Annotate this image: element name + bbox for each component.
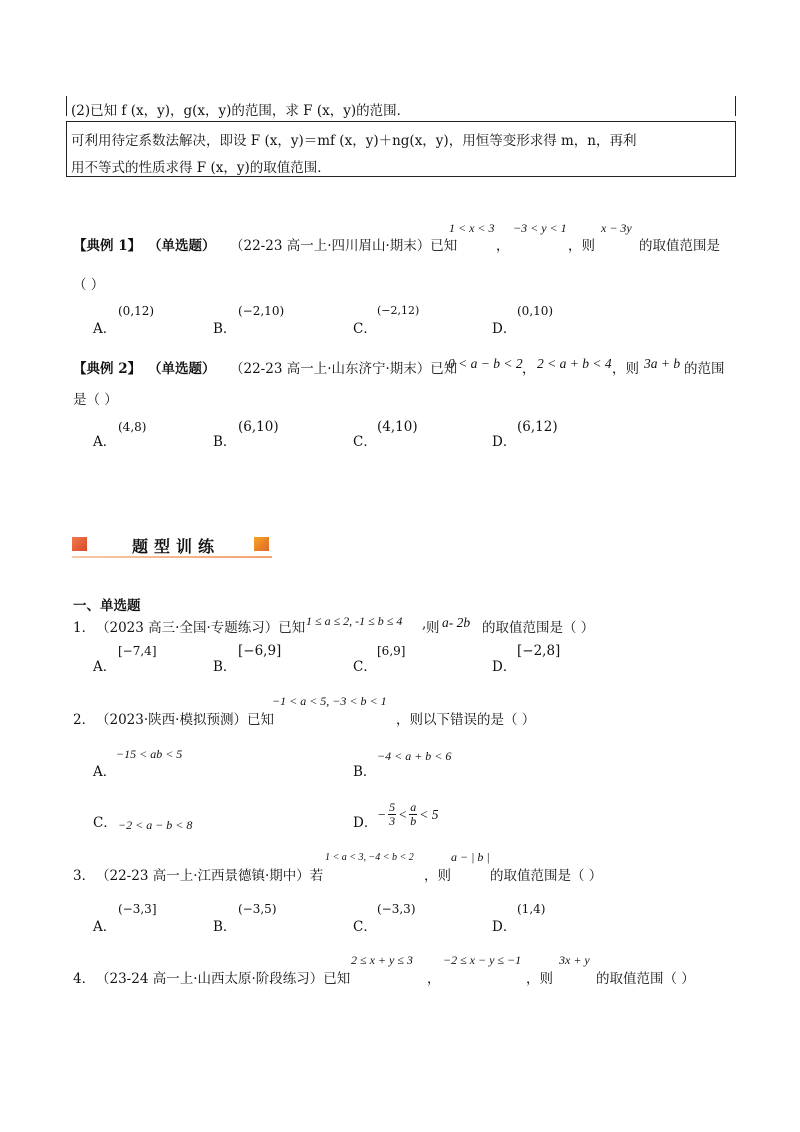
example-2-condition-1: 0 < a − b < 2 — [448, 356, 523, 371]
fraction-a-over-b — [409, 801, 417, 828]
question-1-option-c-label: C． — [353, 659, 377, 675]
question-1-option-b-label: B． — [213, 659, 237, 675]
question-3-option-a-label: A． — [93, 919, 117, 935]
example-1-expression: x − 3y — [601, 221, 632, 235]
question-2-option-c-value: −2 < a − b < 8 — [118, 818, 193, 832]
example-1-condition-y: −3 < y < 1 — [513, 221, 567, 235]
method-line-3: 用不等式的性质求得 F (x，y)的取值范围． — [71, 160, 331, 176]
example-1-source: （22-23 高一上·四川眉山·期末）已知 — [230, 238, 458, 254]
example-2-option-d-label: D． — [492, 434, 517, 450]
example-2-option-a-value: (4,8) — [118, 420, 147, 434]
question-4-condition-1: 2 ≤ x + y ≤ 3 — [351, 953, 413, 967]
method-line-1: (2)已知 f (x，y)，g(x，y)的范围，求 F (x，y)的范围． — [71, 103, 411, 119]
example-2-tag: 【典例 2】 — [73, 361, 142, 377]
example-2-option-d-value: (6,12) — [517, 419, 558, 435]
question-3-option-d-label: D． — [492, 919, 517, 935]
example-1-then: ，则 — [568, 238, 595, 254]
question-1-expression: a- 2b — [442, 615, 471, 630]
banner-right-square-icon — [254, 537, 269, 551]
option-d-minus: − — [377, 806, 387, 822]
example-2-option-a-label: A． — [93, 434, 117, 450]
example-1-comma: ， — [496, 238, 510, 254]
example-1-option-d-value: (0,10) — [517, 304, 554, 318]
question-3-source: （22-23 高一上·江西景德镇·期中）若 — [96, 868, 324, 884]
example-1-option-a-label: A． — [93, 321, 117, 337]
question-1-option-d-value: [−2,8] — [517, 643, 561, 659]
example-2-option-c-label: C． — [353, 434, 377, 450]
question-1-then: 则 — [426, 620, 440, 636]
fraction-five-thirds — [388, 801, 396, 828]
question-1-option-d-label: D． — [492, 659, 517, 675]
question-4-then: ，则 — [526, 971, 553, 987]
example-1-answer-paren: （ ） — [73, 277, 105, 293]
example-1-option-b-label: B． — [213, 321, 237, 337]
question-2-option-d-label: D． — [353, 815, 378, 831]
fraction-five-thirds-numerator: 5 — [389, 800, 396, 814]
option-d-less-than: < — [398, 806, 408, 822]
question-2-number: 2． — [73, 712, 96, 728]
question-3-number: 3． — [73, 868, 96, 884]
question-1-option-b-value: [−6,9] — [238, 643, 282, 659]
question-3-option-c-label: C． — [353, 919, 377, 935]
fraction-a-over-b-denominator: b — [410, 814, 417, 828]
question-1-comma: , — [422, 616, 427, 632]
method-line-2: 可利用待定系数法解决，即设 F (x，y)＝mf (x，y)＋ng(x，y)，用恒等变形求得 m，n，再利 — [71, 133, 637, 149]
box-bottom-border — [66, 176, 736, 177]
section-heading: 一、单选题 — [73, 598, 141, 614]
question-4-ask: 的取值范围（ ） — [596, 971, 695, 987]
question-2-source: （2023·陕西·模拟预测）已知 — [96, 712, 274, 728]
question-4-expression: 3x + y — [559, 953, 590, 967]
question-3-option-b-value: (−3,5) — [238, 902, 277, 916]
question-2-condition: −1 < a < 5, −3 < b < 1 — [272, 694, 387, 708]
box-right-top-border — [735, 96, 736, 116]
box-left-top-border — [66, 96, 67, 116]
example-2-option-c-value: (4,10) — [377, 419, 418, 435]
question-1-ask: 的取值范围是（ ） — [482, 620, 595, 636]
question-4-number: 4． — [73, 971, 96, 987]
question-1-option-c-value: [6,9] — [377, 644, 406, 658]
example-2-expression: 3a + b — [644, 356, 681, 371]
question-1-option-a-value: [−7,4] — [118, 644, 157, 658]
question-3-option-b-label: B． — [213, 919, 237, 935]
question-1-source: （2023 高三·全国·专题练习）已知 — [96, 620, 306, 636]
banner-underline — [72, 556, 272, 558]
question-3-expression: a − | b | — [451, 850, 490, 864]
example-2-comma: ， — [522, 361, 536, 377]
option-d-rest: < 5 — [419, 806, 439, 822]
box-divider — [66, 121, 736, 122]
question-2-option-b-value: −4 < a + b < 6 — [377, 749, 452, 763]
example-2-source: （22-23 高一上·山东济宁·期末）已知 — [230, 361, 458, 377]
question-1-number: 1． — [73, 620, 96, 636]
example-1-option-a-value: (0,12) — [118, 304, 155, 318]
question-2-option-c-label: C． — [93, 815, 117, 831]
question-3-then: ，则 — [424, 868, 451, 884]
example-2-condition-2: 2 < a + b < 4 — [537, 356, 612, 371]
question-2-option-a-label: A． — [93, 764, 117, 780]
question-3-option-d-value: (1,4) — [517, 902, 546, 916]
question-3-option-c-value: (−3,3) — [377, 902, 416, 916]
example-2-option-b-label: B． — [213, 434, 237, 450]
box-left-border — [66, 122, 67, 177]
question-2-option-b-label: B． — [353, 764, 377, 780]
example-1-type: （单选题） — [148, 238, 216, 254]
question-4-comma: ， — [427, 971, 441, 987]
example-2-option-b-value: (6,10) — [238, 419, 279, 435]
question-2-ask: ，则以下错误的是（ ） — [396, 712, 536, 728]
example-1-ask: 的取值范围是 — [639, 238, 720, 254]
example-1-option-d-label: D． — [492, 321, 517, 337]
example-2-then: ，则 — [612, 361, 639, 377]
question-3-option-a-value: (−3,3] — [118, 902, 157, 916]
example-1-option-b-value: (−2,10) — [238, 304, 285, 318]
question-2-option-a-value: −15 < ab < 5 — [116, 747, 183, 761]
example-1-tag: 【典例 1】 — [73, 238, 142, 254]
example-2-line-2: 是（ ） — [73, 392, 118, 408]
question-1-condition: 1 ≤ a ≤ 2, -1 ≤ b ≤ 4 — [306, 614, 403, 628]
example-1-condition-x: 1 < x < 3 — [449, 221, 495, 235]
fraction-five-thirds-denominator: 3 — [389, 814, 396, 828]
example-2-type: （单选题） — [148, 361, 216, 377]
question-1-option-a-label: A． — [93, 659, 117, 675]
question-4-condition-2: −2 ≤ x − y ≤ −1 — [443, 953, 522, 967]
question-4-source: （23-24 高一上·山西太原·阶段练习）已知 — [96, 971, 351, 987]
banner-left-square-icon — [72, 537, 87, 551]
example-2-ask: 的范围 — [684, 361, 725, 377]
box-right-border — [735, 122, 736, 177]
question-3-ask: 的取值范围是（ ） — [490, 868, 603, 884]
question-3-condition: 1 < a < 3, −4 < b < 2 — [325, 852, 414, 863]
question-2-option-d-value — [377, 801, 439, 828]
banner-title: 题型训练 — [132, 537, 221, 556]
example-1-option-c-value: (−2,12) — [377, 304, 420, 317]
fraction-a-over-b-numerator: a — [410, 800, 417, 814]
example-1-option-c-label: C． — [353, 321, 377, 337]
